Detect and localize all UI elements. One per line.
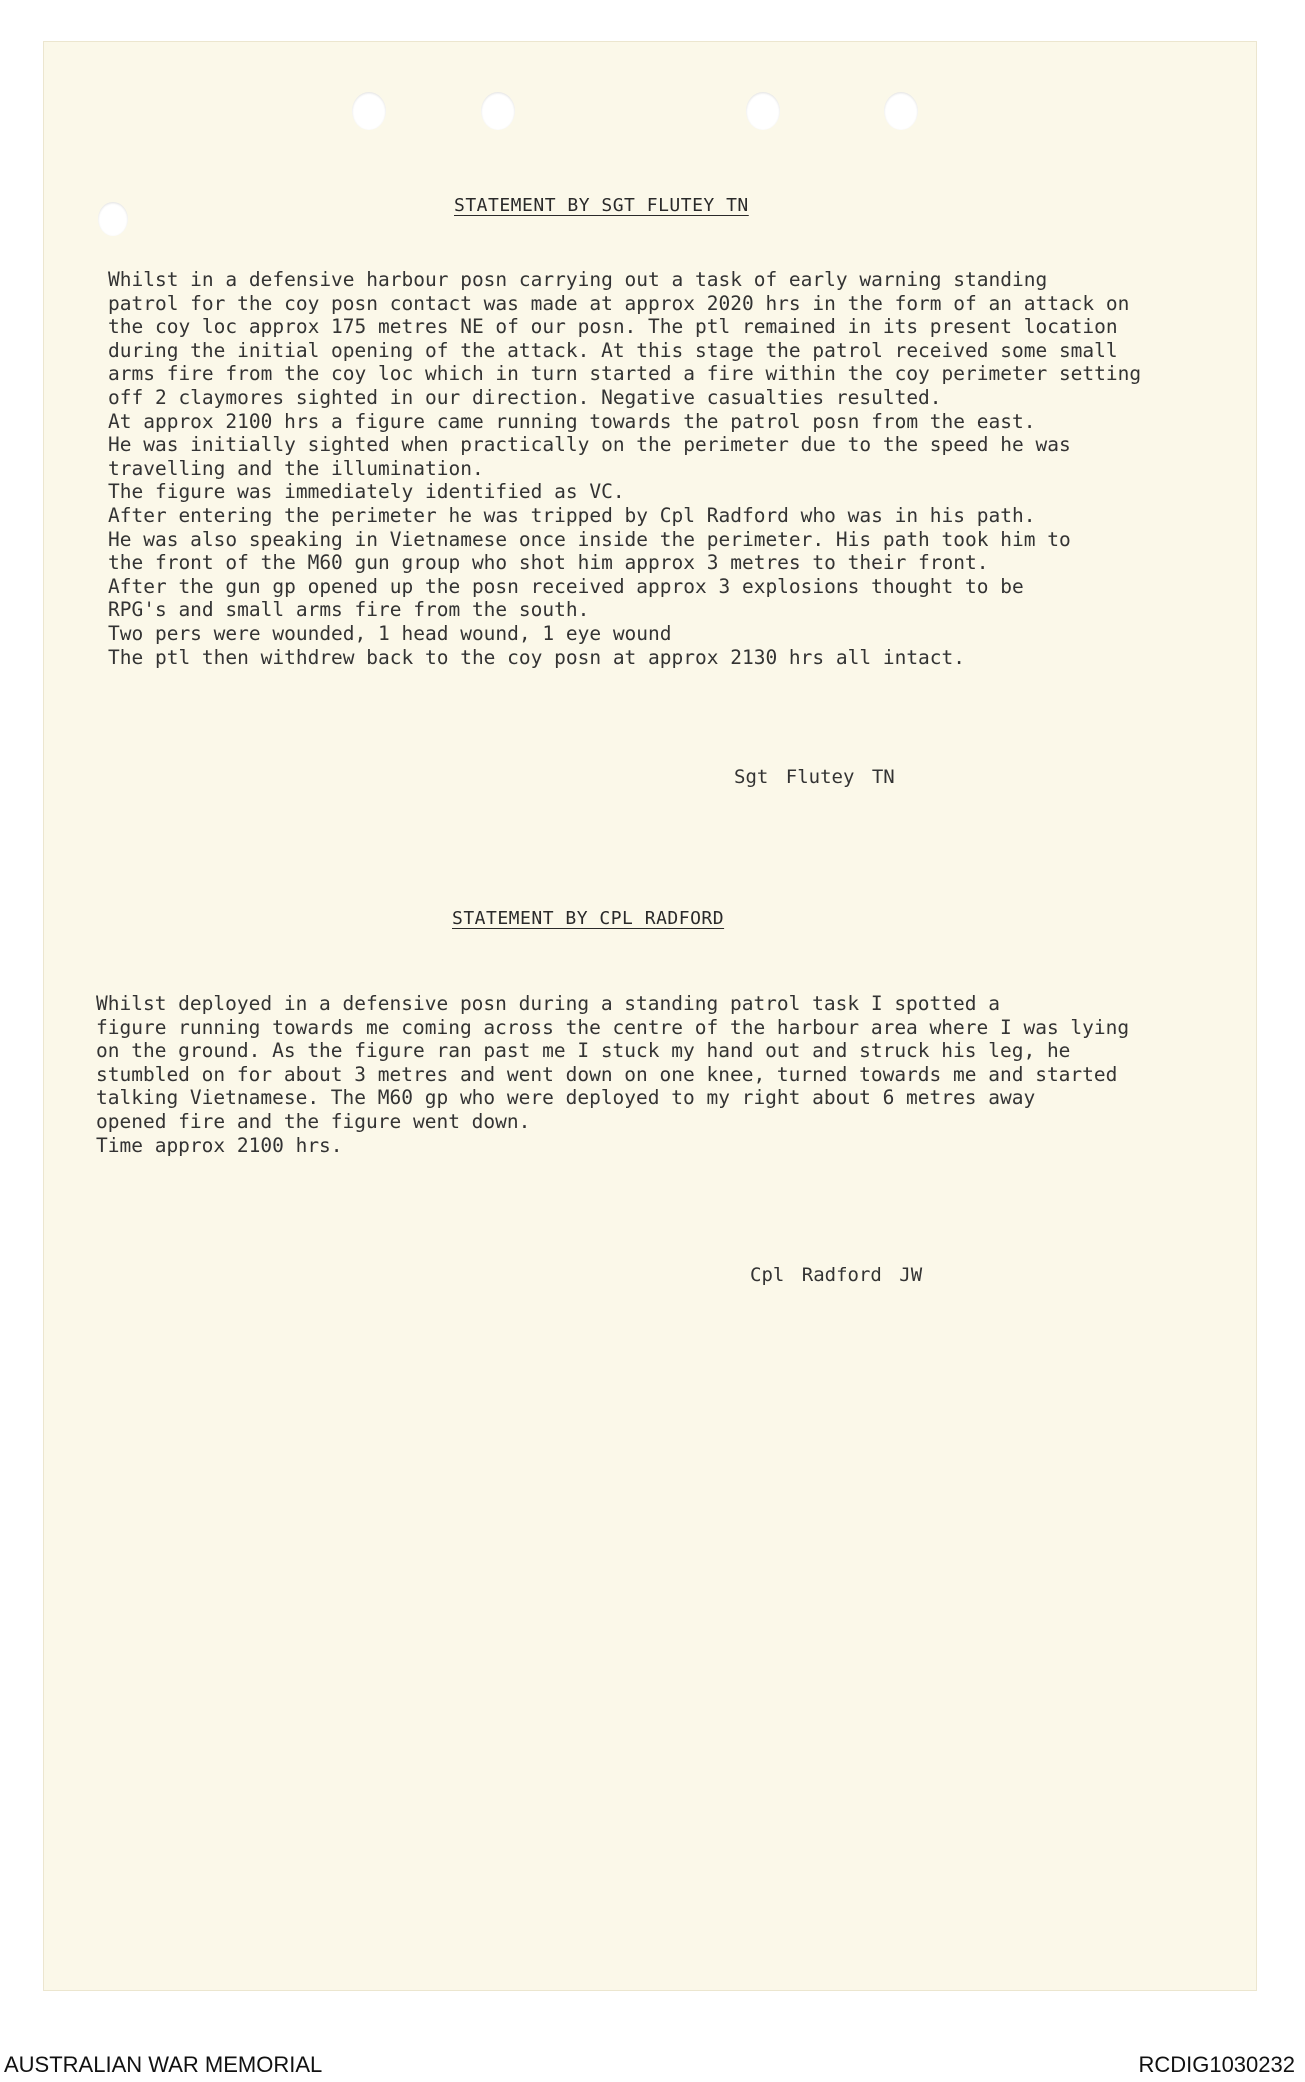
statement-1-line: the coy loc approx 175 metres NE of our posn. The ptl remained in its present location [108,315,1118,339]
punch-hole [746,92,780,130]
statement-1-body [108,268,1141,669]
statement-2-line: figure running towards me coming across the centre of the harbour area where I was lying [96,1015,1130,1039]
statement-2-line: opened fire and the figure went down. [96,1109,531,1133]
statement-1-line: during the initial opening of the attack. At this stage the patrol received some small [108,338,1118,362]
statement-1-line: travelling and the illumination. [108,456,484,480]
punch-hole [481,92,515,130]
statement-1-line: Two pers were wounded, 1 head wound, 1 eye wound [108,621,672,645]
statement-2-signature: Cpl Radford JW [750,1264,923,1286]
statement-2-line: Whilst deployed in a defensive posn during a standing patrol task I spotted a [96,992,1000,1015]
statement-1-line: He was initially sighted when practically on the perimeter due to the speed he was [108,433,1071,457]
statement-2-line: talking Vietnamese. The M60 gp who were deployed to my right about 6 metres away [96,1086,1036,1110]
statement-2-line: stumbled on for about 3 metres and went down on one knee, turned towards me and started [96,1062,1118,1086]
archive-footer [0,2048,1305,2082]
statement-2-line: Time approx 2100 hrs. [96,1133,343,1157]
statement-1-line: At approx 2100 hrs a figure came running towards the patrol posn from the east. [108,409,1036,433]
statement-1-line: patrol for the coy posn contact was made at approx 2020 hrs in the form of an attack on [108,291,1130,315]
statement-1-line: The ptl then withdrew back to the coy posn at approx 2130 hrs all intact. [108,645,966,669]
statement-2-heading: STATEMENT BY CPL RADFORD [452,908,725,929]
statement-2-body [96,992,1129,1157]
statement-1-line: After the gun gp opened up the posn received approx 3 explosions thought to be [108,574,1024,598]
statement-1-line: the front of the M60 gun group who shot him approx 3 metres to their front. [108,551,989,575]
statement-1-heading: STATEMENT BY SGT FLUTEY TN [454,195,749,216]
statement-1-line: off 2 claymores sighted in our direction. Negative casualties resulted. [108,385,942,409]
statement-1-line: Whilst in a defensive harbour posn carrying out a task of early warning standing [108,268,1048,291]
footer-record-id: RCDIG1030232 [1138,2052,1295,2077]
punch-hole [352,92,386,130]
footer-institution-label: AUSTRALIAN WAR MEMORIAL [4,2052,323,2077]
statement-1-line: arms fire from the coy loc which in turn started a fire within the coy perimeter setting [108,362,1142,386]
punch-hole [884,92,918,130]
statement-1-line: He was also speaking in Vietnamese once inside the perimeter. His path took him to [108,527,1071,551]
statement-1-line: RPG's and small arms fire from the south. [108,598,590,622]
statement-1-line: After entering the perimeter he was tripped by Cpl Radford who was in his path. [108,503,1036,527]
statement-1-signature: Sgt Flutey TN [734,766,895,788]
statement-2-line: on the ground. As the figure ran past me I stuck my hand out and struck his leg, he [96,1039,1071,1063]
typed-document-page [44,42,1256,1990]
punch-hole [98,202,128,236]
statement-1-line: The figure was immediately identified as VC. [108,480,625,504]
